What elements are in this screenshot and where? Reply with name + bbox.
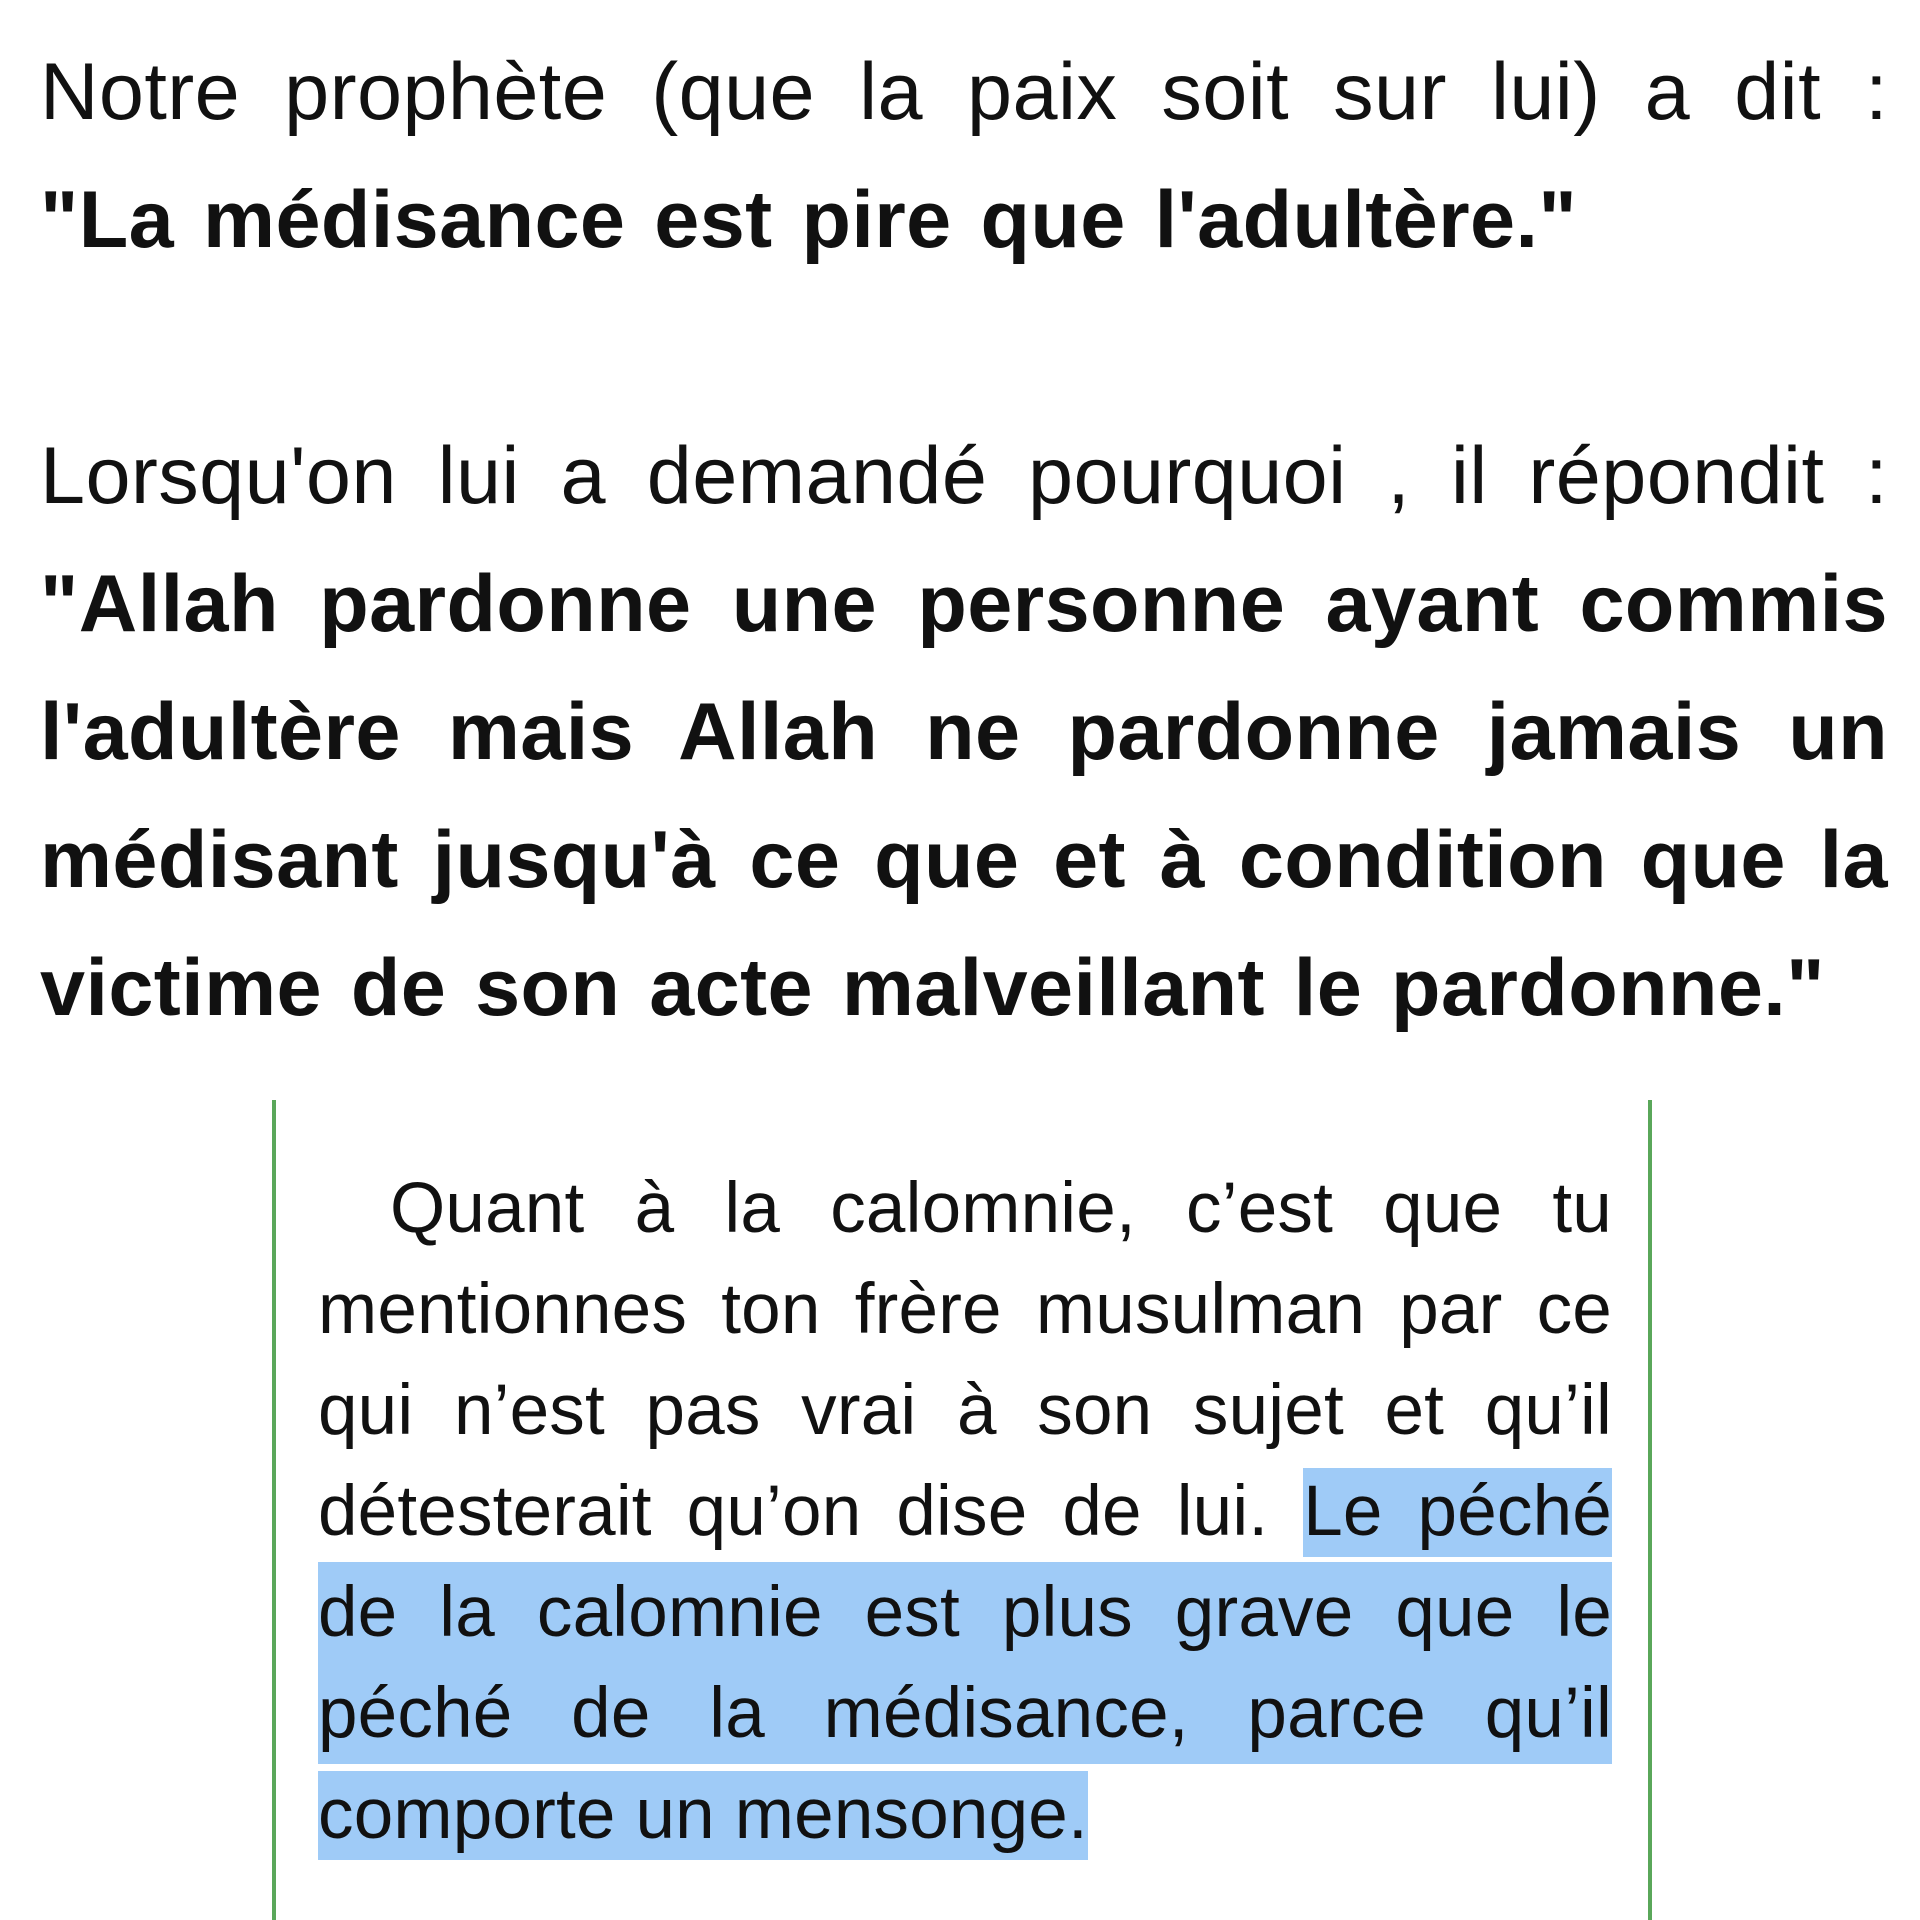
selection-highlight[interactable]: Le péché [1303, 1468, 1612, 1557]
blockquote-line [318, 1764, 1612, 1865]
selection-highlight[interactable]: de la calomnie est plus grave que le [318, 1569, 1612, 1658]
article-body [40, 28, 1888, 1052]
blockquote-line: mentionnes ton frère musulman par ce [318, 1270, 1612, 1349]
selection-highlight[interactable]: comporte un mensonge. [318, 1771, 1088, 1860]
blockquote-line: qui n’est pas vrai à son sujet et qu’il [318, 1371, 1612, 1450]
explanation-quote-line: médisant jusqu'à ce que et à condition que la [40, 815, 1888, 905]
blockquote-text[interactable] [318, 1158, 1612, 1865]
paragraph-hadith [40, 28, 1888, 284]
blockquote-line [318, 1562, 1612, 1663]
selection-highlight[interactable]: péché de la médisance, parce qu’il [318, 1670, 1612, 1759]
blockquote-plain-text: détesterait qu’on dise de lui. [318, 1472, 1304, 1551]
explanation-intro: Lorsqu'on lui a demandé pourquoi , il répondit : [40, 431, 1888, 521]
paragraph-explanation [40, 412, 1888, 1052]
explanation-quote-line: l'adultère mais Allah ne pardonne jamais un [40, 687, 1888, 777]
blockquote-line: Quant à la calomnie, c’est que tu [390, 1169, 1612, 1248]
hadith-intro: Notre prophète (que la paix soit sur lui) a dit : [40, 47, 1888, 137]
hadith-quote: "La médisance est pire que l'adultère." [40, 175, 1578, 265]
explanation-quote-line: "Allah pardonne une personne ayant commis [40, 559, 1888, 649]
blockquote-line [318, 1663, 1612, 1764]
explanation-quote-line: victime de son acte malveillant le pardonne." [40, 943, 1825, 1033]
paragraph-spacer [40, 284, 1888, 412]
blockquote-frame [272, 1100, 1652, 1920]
blockquote-line [318, 1461, 1612, 1562]
